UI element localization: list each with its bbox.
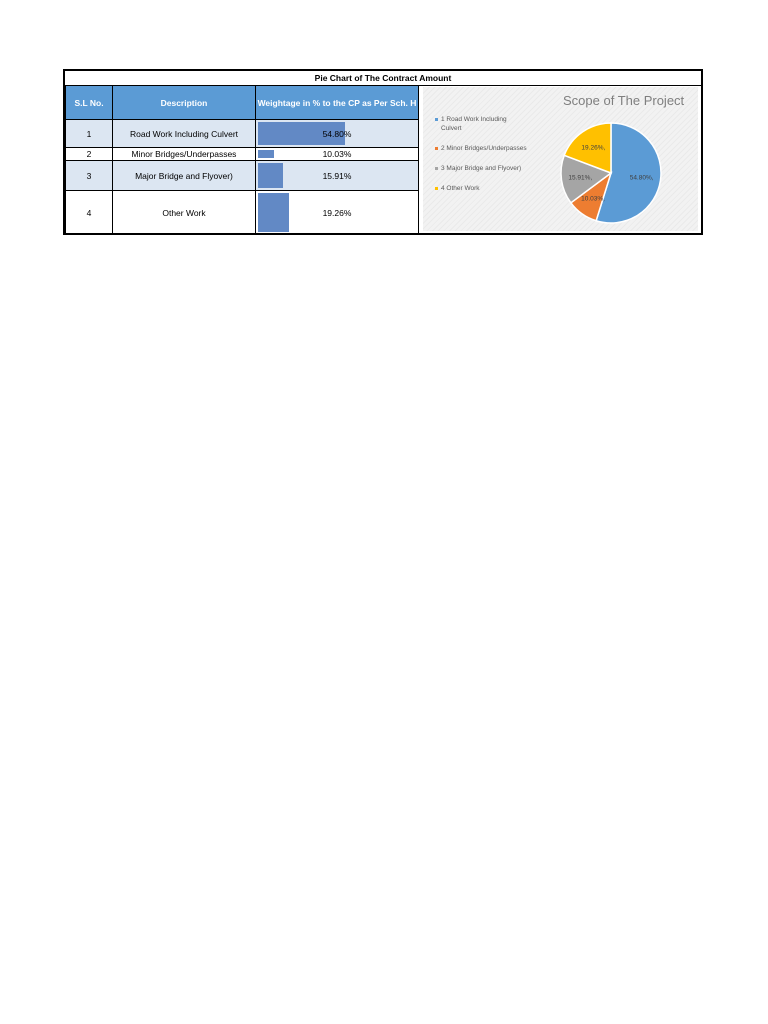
slice-data-label: 54.80%, — [629, 174, 654, 182]
report-frame — [63, 69, 703, 235]
pie-svg — [423, 87, 698, 231]
weightage-value: 54.80% — [322, 128, 352, 139]
pie-chart — [423, 87, 698, 231]
cell-description: Other Work — [113, 191, 256, 235]
slice-data-label: 15.91%, — [568, 174, 593, 182]
legend-label: 4 Other Work — [441, 185, 480, 192]
table-row — [66, 148, 419, 161]
cell-weightage — [256, 161, 419, 191]
cell-description: Minor Bridges/Underpasses — [113, 148, 256, 161]
table-row — [66, 191, 419, 235]
legend-label: 1 Road Work Including Culvert — [441, 116, 507, 132]
weightage-table — [65, 85, 419, 235]
slice-data-label: 10.03%, — [581, 195, 606, 203]
cell-sl: 4 — [66, 191, 113, 235]
data-bar — [258, 163, 283, 188]
table-row — [66, 120, 419, 148]
cell-sl: 2 — [66, 148, 113, 161]
cell-weightage — [256, 191, 419, 235]
data-bar — [258, 193, 289, 232]
slice-data-label: 19.26%, — [581, 144, 606, 152]
header-weightage: Weightage in % to the CP as Per Sch. H — [256, 86, 419, 120]
cell-description: Road Work Including Culvert — [113, 120, 256, 148]
legend-label: 3 Major Bridge and Flyover) — [441, 165, 522, 172]
table-row — [66, 161, 419, 191]
chart-title: Scope of The Project — [563, 93, 685, 108]
cell-description: Major Bridge and Flyover) — [113, 161, 256, 191]
weightage-value: 19.26% — [322, 207, 352, 218]
cell-weightage — [256, 148, 419, 161]
header-description: Description — [113, 86, 256, 120]
cell-weightage — [256, 120, 419, 148]
table-header-row — [66, 86, 419, 120]
weightage-value: 10.03% — [322, 149, 352, 159]
page-title: Pie Chart of The Contract Amount — [65, 71, 701, 86]
cell-sl: 1 — [66, 120, 113, 148]
header-sl-no: S.L No. — [66, 86, 113, 120]
cell-sl: 3 — [66, 161, 113, 191]
data-bar — [258, 150, 274, 158]
legend-label: 2 Minor Bridges/Underpasses — [441, 145, 527, 152]
weightage-value: 15.91% — [322, 170, 352, 181]
